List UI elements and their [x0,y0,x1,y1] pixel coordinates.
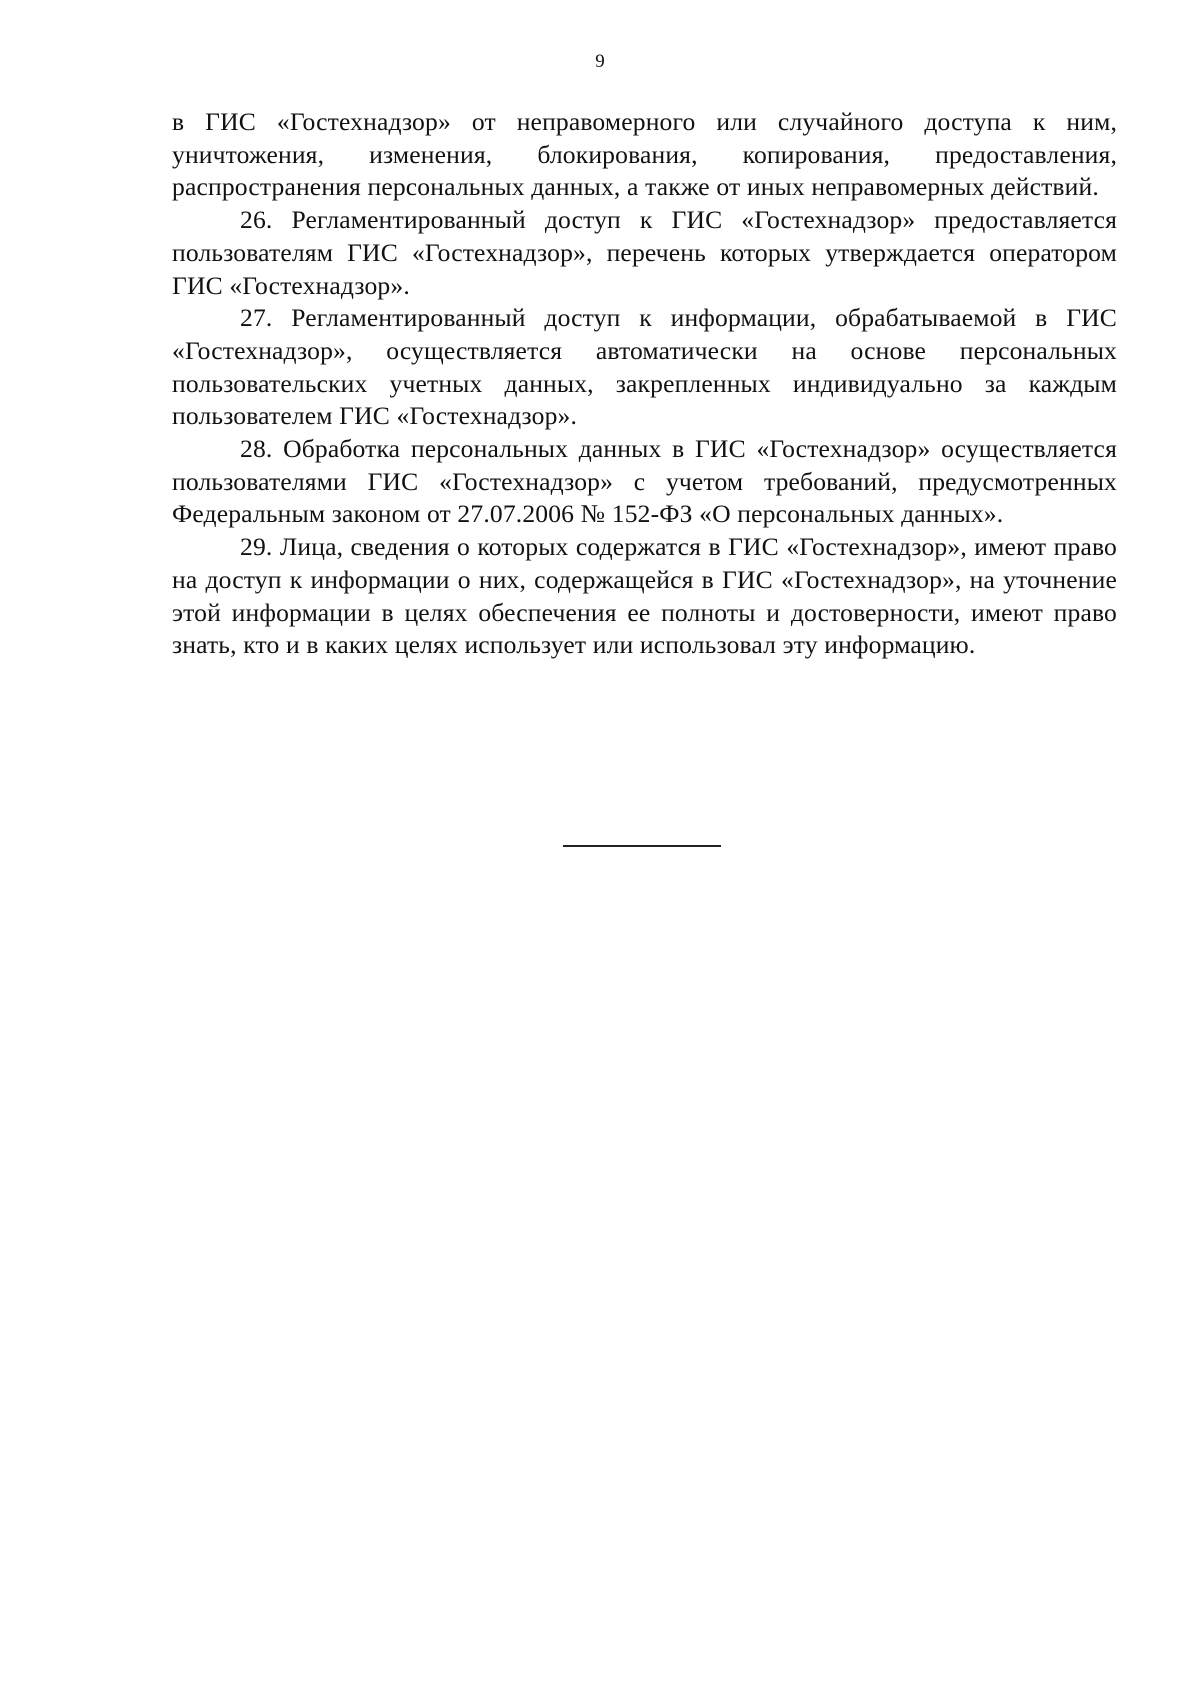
document-body [172,106,1117,662]
paragraph-26: 26. Регламентированный доступ к ГИС «Гостехнадзор» предоставляется пользователям ГИС «Гостехнадзор», перечень которых утверждается оператором ГИС «Гостехнадзор». [172,205,1117,300]
paragraph-29: 29. Лица, сведения о которых содержатся в ГИС «Гостехнадзор», имеют право на доступ к информации о них, содержащейся в ГИС «Гостехнадзор», на уточнение этой информации в целях обеспечения ее полноты и достоверности, имеют право знать, кто и в каких целях использует или использовал эту информацию. [172,532,1117,660]
paragraph-27: 27. Регламентированный доступ к информации, обрабатываемой в ГИС «Гостехнадзор», осуществляется автоматически на основе персональных пользовательских учетных данных, закрепленных индивидуально за каждым пользователем ГИС «Гостехнадзор». [172,303,1117,431]
paragraph-continuation: в ГИС «Гостехнадзор» от неправомерного или случайного доступа к ним, уничтожения, изменения, блокирования, копирования, предоставления, распространения персональных данных, а также от иных неправомерных действий. [172,107,1117,202]
paragraph-28: 28. Обработка персональных данных в ГИС «Гостехнадзор» осуществляется пользователями ГИС «Гостехнадзор» с учетом требований, предусмотренных Федеральным законом от 27.07.2006 № 152-ФЗ «О персональных данных». [172,434,1117,529]
end-of-document-rule [563,845,721,847]
page-number: 9 [595,51,605,72]
